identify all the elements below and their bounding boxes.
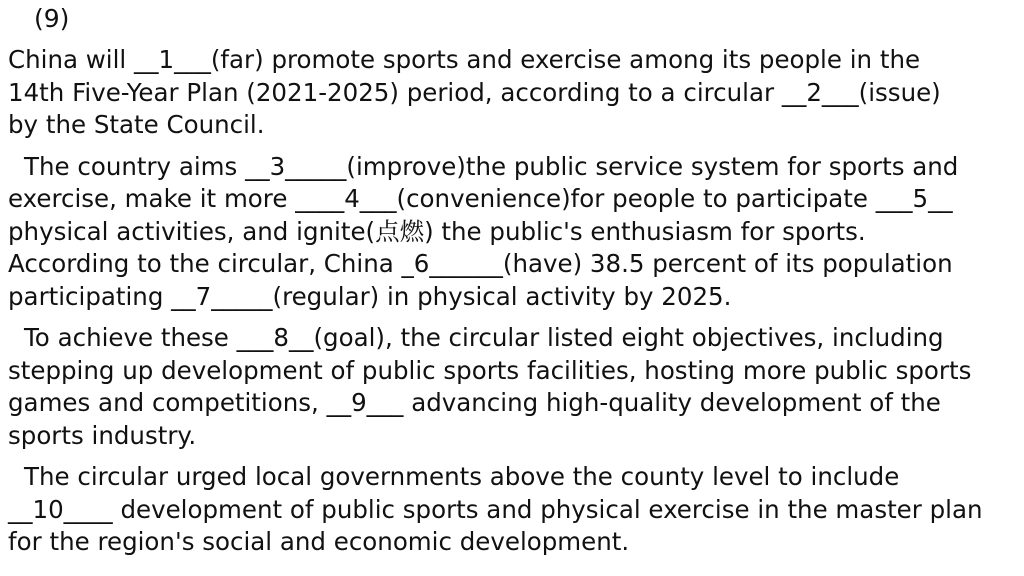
paragraph-3	[8, 322, 1018, 452]
question-number: (9)	[34, 4, 70, 33]
paragraph-2	[8, 151, 1018, 314]
paragraph-line: exercise, make it more ____4___(convenience)for people to participate ___5__	[8, 184, 953, 213]
paragraph-line: physical activities, and ignite(点燃) the public's enthusiasm for sports.	[8, 216, 866, 246]
paragraph-line: games and competitions, __9___ advancing high-quality development of the	[8, 388, 941, 417]
paragraph-line: sports industry.	[8, 420, 197, 450]
paragraph-line: by the State Council.	[8, 110, 265, 139]
paragraph-line: China will __1___(far) promote sports and exercise among its people in the	[8, 45, 921, 74]
paragraph-line: The country aims __3_____(improve)the public service system for sports and	[24, 151, 959, 181]
paragraph-line: for the region's social and economic development.	[8, 527, 630, 556]
paragraph-line: 14th Five-Year Plan (2021-2025) period, according to a circular __2___(issue)	[8, 77, 941, 107]
paragraph-line: stepping up development of public sports facilities, hosting more public sports	[8, 355, 972, 385]
paragraph-4	[8, 461, 1018, 559]
paragraph-line: According to the circular, China _6______(have) 38.5 percent of its population	[8, 249, 953, 278]
paragraph-line: To achieve these ___8__(goal), the circular listed eight objectives, including	[24, 323, 944, 352]
paragraph-line: __10____ development of public sports and physical exercise in the master plan	[8, 494, 983, 524]
document-page	[8, 0, 1018, 568]
paragraph-1	[8, 44, 1018, 142]
paragraph-line: The circular urged local governments above the county level to include	[24, 462, 900, 491]
paragraph-line: participating __7_____(regular) in physical activity by 2025.	[8, 281, 732, 311]
